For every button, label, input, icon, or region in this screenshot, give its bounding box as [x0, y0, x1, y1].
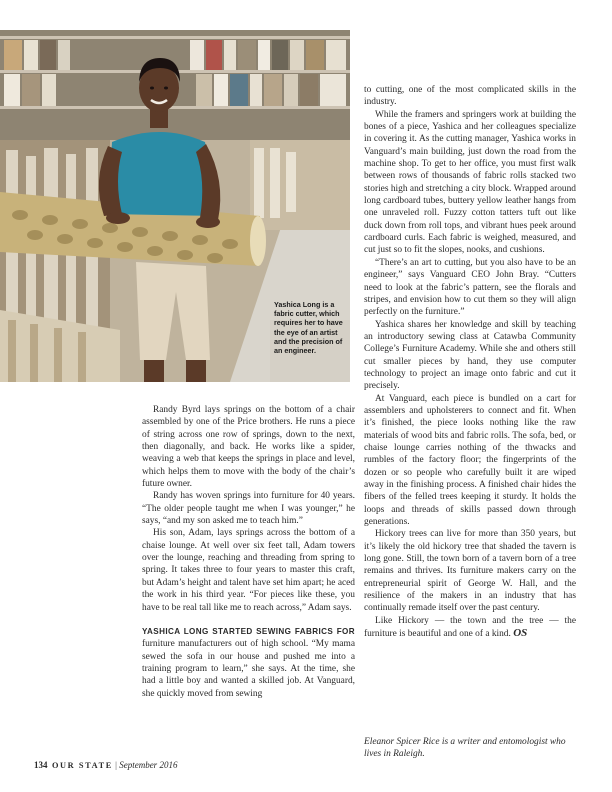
- issue-date: September 2016: [119, 760, 178, 770]
- page-number: 134: [34, 760, 48, 770]
- footer-separator: |: [115, 760, 117, 770]
- section-lead-in: YASHICA LONG STARTED SEWING FABRICS FOR: [142, 626, 355, 636]
- page-footer: [34, 760, 177, 770]
- paragraph: At Vanguard, each piece is bundled on a cart for assemblers and upholsterers to connect and fit. When it’s finished, the piece looks nothing like the raw materials of wood bits and fabric rolls. The sofa, bed, or chaise lounge carries nothing of the thwacks and rumbles of the factory floor; the fingerprints of the dozen or so people who carefully built it are wiped away in the finishing process. A finished chair hides the fibers of the felled trees keeping it sturdy. It holds the loops and threads of skills passed down through generations.: [364, 393, 576, 528]
- paragraph-continuation: to cutting, one of the most complicated skills in the industry.: [364, 85, 576, 108]
- section-lead-rest: furniture manufacturers out of high school. “My mama sewed the sofa in our house and pushed me into a training program to learn,” she says. At the time, she had a little boy and wanted a skilled job. At Vanguard, she quickly moved from sewing: [142, 639, 355, 699]
- photo-caption: Yashica Long is a fabric cutter, which requires her to have the eye of an artist and the precision of an engineer.: [274, 300, 343, 356]
- author-bio: Eleanor Spicer Rice is a writer and entomologist who lives in Raleigh.: [364, 737, 566, 760]
- article-column-right: [364, 84, 576, 640]
- paragraph: While the framers and springers work at building the bones of a piece, Yashica and her colleagues specialize in covering it. As the cutting manager, Yashica works in Vanguard’s main building, just down the road from the machine shop. To get to her office, you must first walk between rows of thousands of fabric rolls stacked two stories high and stretching a city block. Wrapped around long cardboard tubes, buttery yellow leather hangs from one unraveled roll. Fuzzy cotton tatters tuft out like duck down from roll tops, and vibrant hues peek around cardboard curls. Each fabric is weighed, measured, and cut just so to fit the slopes, nooks, and cushions.: [364, 109, 576, 256]
- section-paragraph: [142, 626, 355, 700]
- closing-paragraph: [364, 615, 576, 641]
- paragraph: Randy Byrd lays springs on the bottom of a chair assembled by one of the Price brothers. He runs a piece of string across one row of springs, down to the next, then diagonally, and back. He works like a spider, weaving a web that keeps the springs in place and level, which helps them to move with the body of the chair’s future owner.: [142, 405, 355, 490]
- paragraph: Randy has woven springs into furniture for 40 years. “The older people taught me when I was younger,” he says, “and my son asked me to teach him.”: [142, 491, 355, 527]
- magazine-name: OUR STATE: [52, 761, 113, 770]
- article-column-left: [142, 404, 355, 700]
- end-mark-logo: OS: [513, 627, 528, 640]
- paragraph: Hickory trees can live for more than 350 years, but it’s likely the old hickory tree that shaded the tavern is long gone. Still, the town born of a tavern born of a tree remains and thrives. Its furniture makers carry on the entrepreneurial spirit of George W. Hall, and the resilience of the makers in an industry that has continually remade itself over the past century.: [364, 529, 576, 614]
- paragraph: “There’s an art to cutting, but you also have to be an engineer,” says Vanguard CEO John Bray. “Cutters need to look at the fabric’s pattern, see the florals and stripes, and envision how to cut them so they will align perfectly on the furniture.”: [364, 257, 576, 318]
- paragraph: His son, Adam, lays springs across the bottom of a chaise lounge. At well over six feet tall, Adam towers over the lounge, reaching and threading from spring to spring. It takes three to four years to master this craft, but Adam’s height and talent have set him apart; he aced the work in his third year. “For pieces like these, you have to be real tall like me to reach across,” Adam says.: [142, 528, 355, 613]
- closing-text: Like Hickory — the town and the tree — the furniture is beautiful and one of a kind.: [364, 615, 576, 640]
- paragraph: Yashica shares her knowledge and skill by teaching an introductory sewing class at Catawba Community College’s Furniture Academy. While she and others still cut smaller pieces by hand, they use computer technology to project an image onto fabric and cut it precisely.: [364, 319, 576, 392]
